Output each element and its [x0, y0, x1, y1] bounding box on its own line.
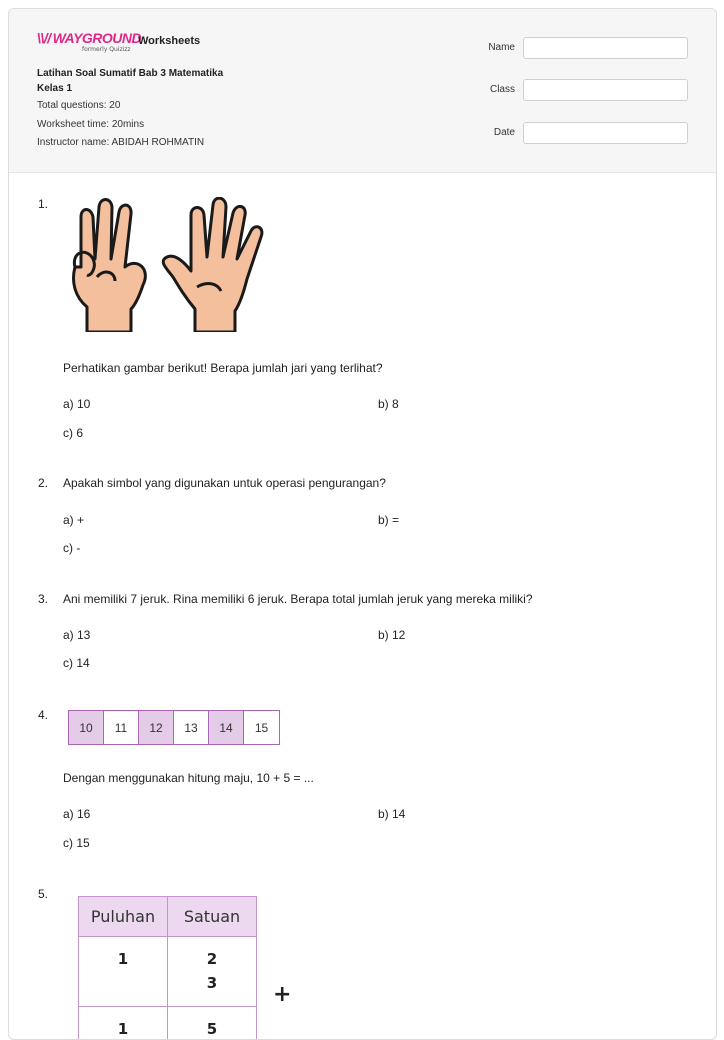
option-c[interactable]: c) 14 [63, 656, 90, 670]
question-text: Apakah simbol yang digunakan untuk operasi pengurangan? [63, 476, 386, 490]
logo-subtitle: formerly Quizizz [82, 46, 131, 53]
number-cell: 10 [69, 711, 104, 744]
worksheet-subtitle: Kelas 1 [37, 83, 72, 94]
option-a[interactable]: a) 16 [63, 807, 90, 821]
question-number: 4. [38, 708, 48, 722]
date-label: Date [455, 127, 515, 138]
worksheet [8, 8, 717, 1040]
class-label: Class [455, 84, 515, 95]
header-satuan: Satuan [168, 897, 257, 937]
question-text: Dengan menggunakan hitung maju, 10 + 5 = ... [63, 771, 314, 785]
number-cell: 11 [104, 711, 139, 744]
cell-satuan-2: 5 [168, 1007, 257, 1040]
question-number: 2. [38, 476, 48, 490]
option-c[interactable]: c) - [63, 541, 80, 555]
hands-image [67, 197, 297, 332]
instructor-name: Instructor name: ABIDAH ROHMATIN [37, 137, 204, 148]
worksheet-time: Worksheet time: 20mins [37, 119, 144, 130]
question-text: Ani memiliki 7 jeruk. Rina memiliki 6 jeruk. Berapa total jumlah jeruk yang mereka miliki? [63, 592, 533, 606]
number-cell: 15 [244, 711, 279, 744]
plus-operator: + [273, 982, 291, 1007]
option-c[interactable]: c) 15 [63, 836, 90, 850]
option-b[interactable]: b) = [378, 513, 399, 527]
date-field[interactable] [523, 122, 688, 144]
option-b[interactable]: b) 8 [378, 397, 399, 411]
name-label: Name [455, 42, 515, 53]
question-text: Perhatikan gambar berikut! Berapa jumlah jari yang terlihat? [63, 361, 383, 375]
cell-satuan-1: 2 3 [168, 937, 257, 1007]
option-a[interactable]: a) 10 [63, 397, 90, 411]
number-cell: 13 [174, 711, 209, 744]
question-number: 1. [38, 197, 48, 211]
cell-puluhan-2: 1 [79, 1007, 168, 1040]
name-field[interactable] [523, 37, 688, 59]
place-value-table [78, 896, 257, 1040]
option-b[interactable]: b) 12 [378, 628, 405, 642]
wayground-logo: \\// WAYGROUND [37, 30, 141, 46]
option-a[interactable]: a) + [63, 513, 84, 527]
worksheets-label: Worksheets [138, 35, 200, 47]
class-field[interactable] [523, 79, 688, 101]
option-b[interactable]: b) 14 [378, 807, 405, 821]
number-line [68, 710, 280, 745]
header-puluhan: Puluhan [79, 897, 168, 937]
question-number: 3. [38, 592, 48, 606]
option-c[interactable]: c) 6 [63, 426, 83, 440]
number-cell: 14 [209, 711, 244, 744]
option-a[interactable]: a) 13 [63, 628, 90, 642]
number-cell: 12 [139, 711, 174, 744]
worksheet-header [9, 9, 716, 173]
question-number: 5. [38, 887, 48, 901]
total-questions: Total questions: 20 [37, 100, 120, 111]
worksheet-title: Latihan Soal Sumatif Bab 3 Matematika [37, 68, 223, 79]
cell-puluhan-1: 1 [79, 937, 168, 1007]
